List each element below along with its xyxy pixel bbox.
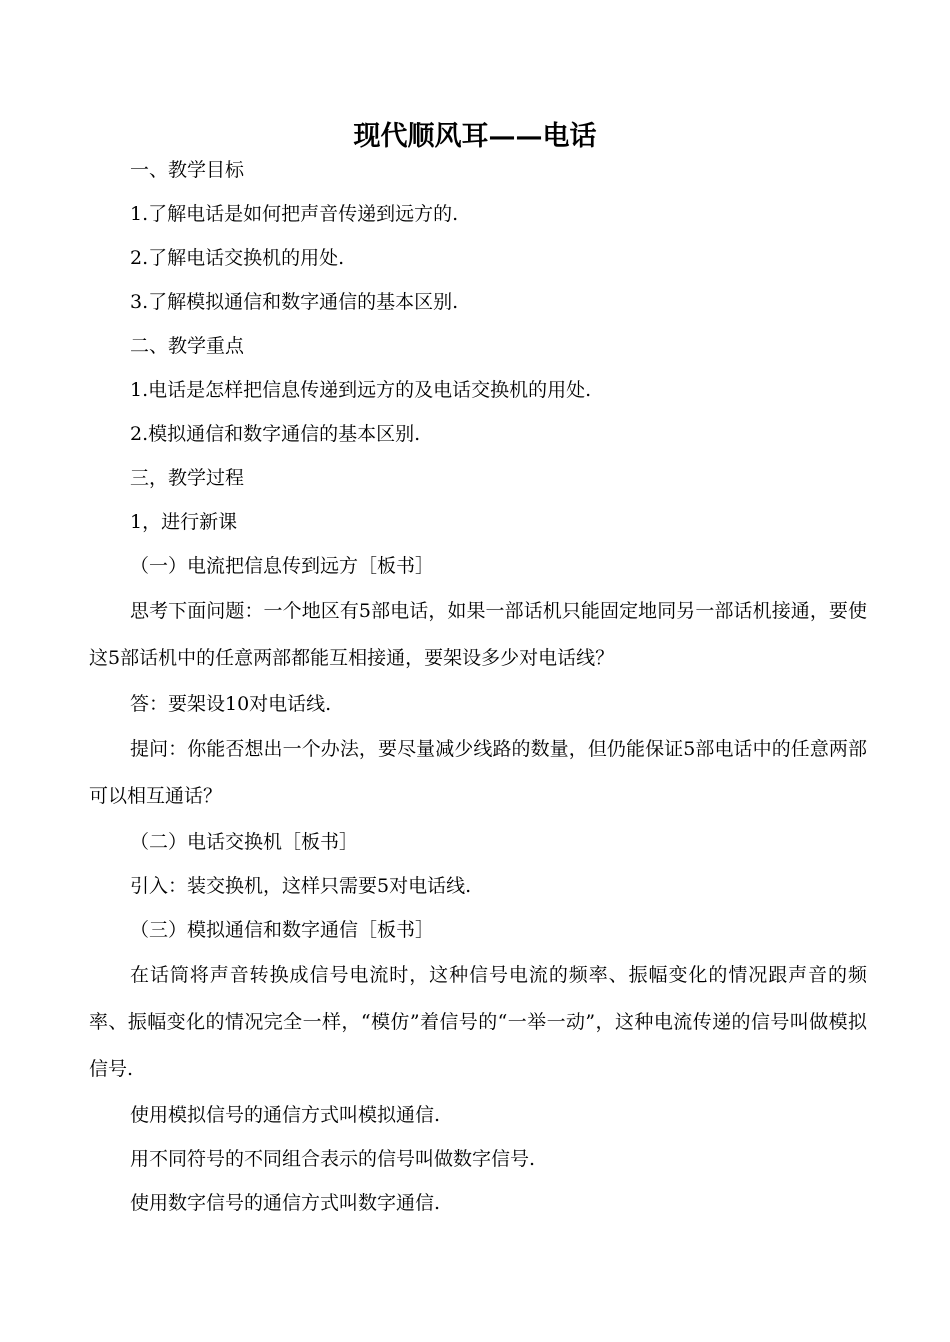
document-title: 现代顺风耳——电话: [353, 121, 597, 152]
subheading-new-lesson: 1，进行新课: [130, 511, 238, 533]
body-paragraph: 用不同符号的不同组合表示的信号叫做数字信号.: [130, 1148, 536, 1170]
body-paragraph: 使用数字信号的通信方式叫数字通信.: [130, 1192, 441, 1214]
body-paragraph: 引入：装交换机，这样只需要5对电话线.: [130, 875, 472, 897]
heading-process: 三，教学过程: [130, 467, 245, 489]
objective-item: 2.了解电话交换机的用处.: [130, 247, 345, 269]
key-point-item: 1.电话是怎样把信息传递到远方的及电话交换机的用处.: [130, 379, 592, 401]
key-point-item: 2.模拟通信和数字通信的基本区别.: [130, 423, 421, 445]
objective-item: 1.了解电话是如何把声音传递到远方的.: [130, 203, 459, 225]
heading-key-points: 二、教学重点: [130, 335, 245, 357]
section-heading: （三）模拟通信和数字通信［板书］: [130, 919, 435, 941]
objective-item: 3.了解模拟通信和数字通信的基本区别.: [130, 291, 459, 313]
body-paragraph: 在话筒将声音转换成信号电流时，这种信号电流的频率、振幅变化的情况跟声音的频率、振幅变化的情况完全一样，“模仿”着信号的“一举一动”，这种电流传递的信号叫做模拟信号.: [89, 964, 867, 1080]
heading-objectives: 一、教学目标: [130, 159, 245, 181]
body-paragraph: 使用模拟信号的通信方式叫模拟通信.: [130, 1104, 441, 1126]
body-paragraph: 答：要架设10对电话线.: [130, 693, 332, 715]
section-heading: （一）电流把信息传到远方［板书］: [130, 555, 435, 577]
section-heading: （二）电话交换机［板书］: [130, 831, 359, 853]
body-paragraph: 提问：你能否想出一个办法，要尽量减少线路的数量，但仍能保证5部电话中的任意两部可以相互通话？: [89, 738, 867, 807]
document-body: [89, 148, 867, 1225]
body-paragraph: 思考下面问题：一个地区有5部电话，如果一部话机只能固定地同另一部话机接通，要使这5部话机中的任意两部都能互相接通，要架设多少对电话线？: [89, 600, 867, 669]
